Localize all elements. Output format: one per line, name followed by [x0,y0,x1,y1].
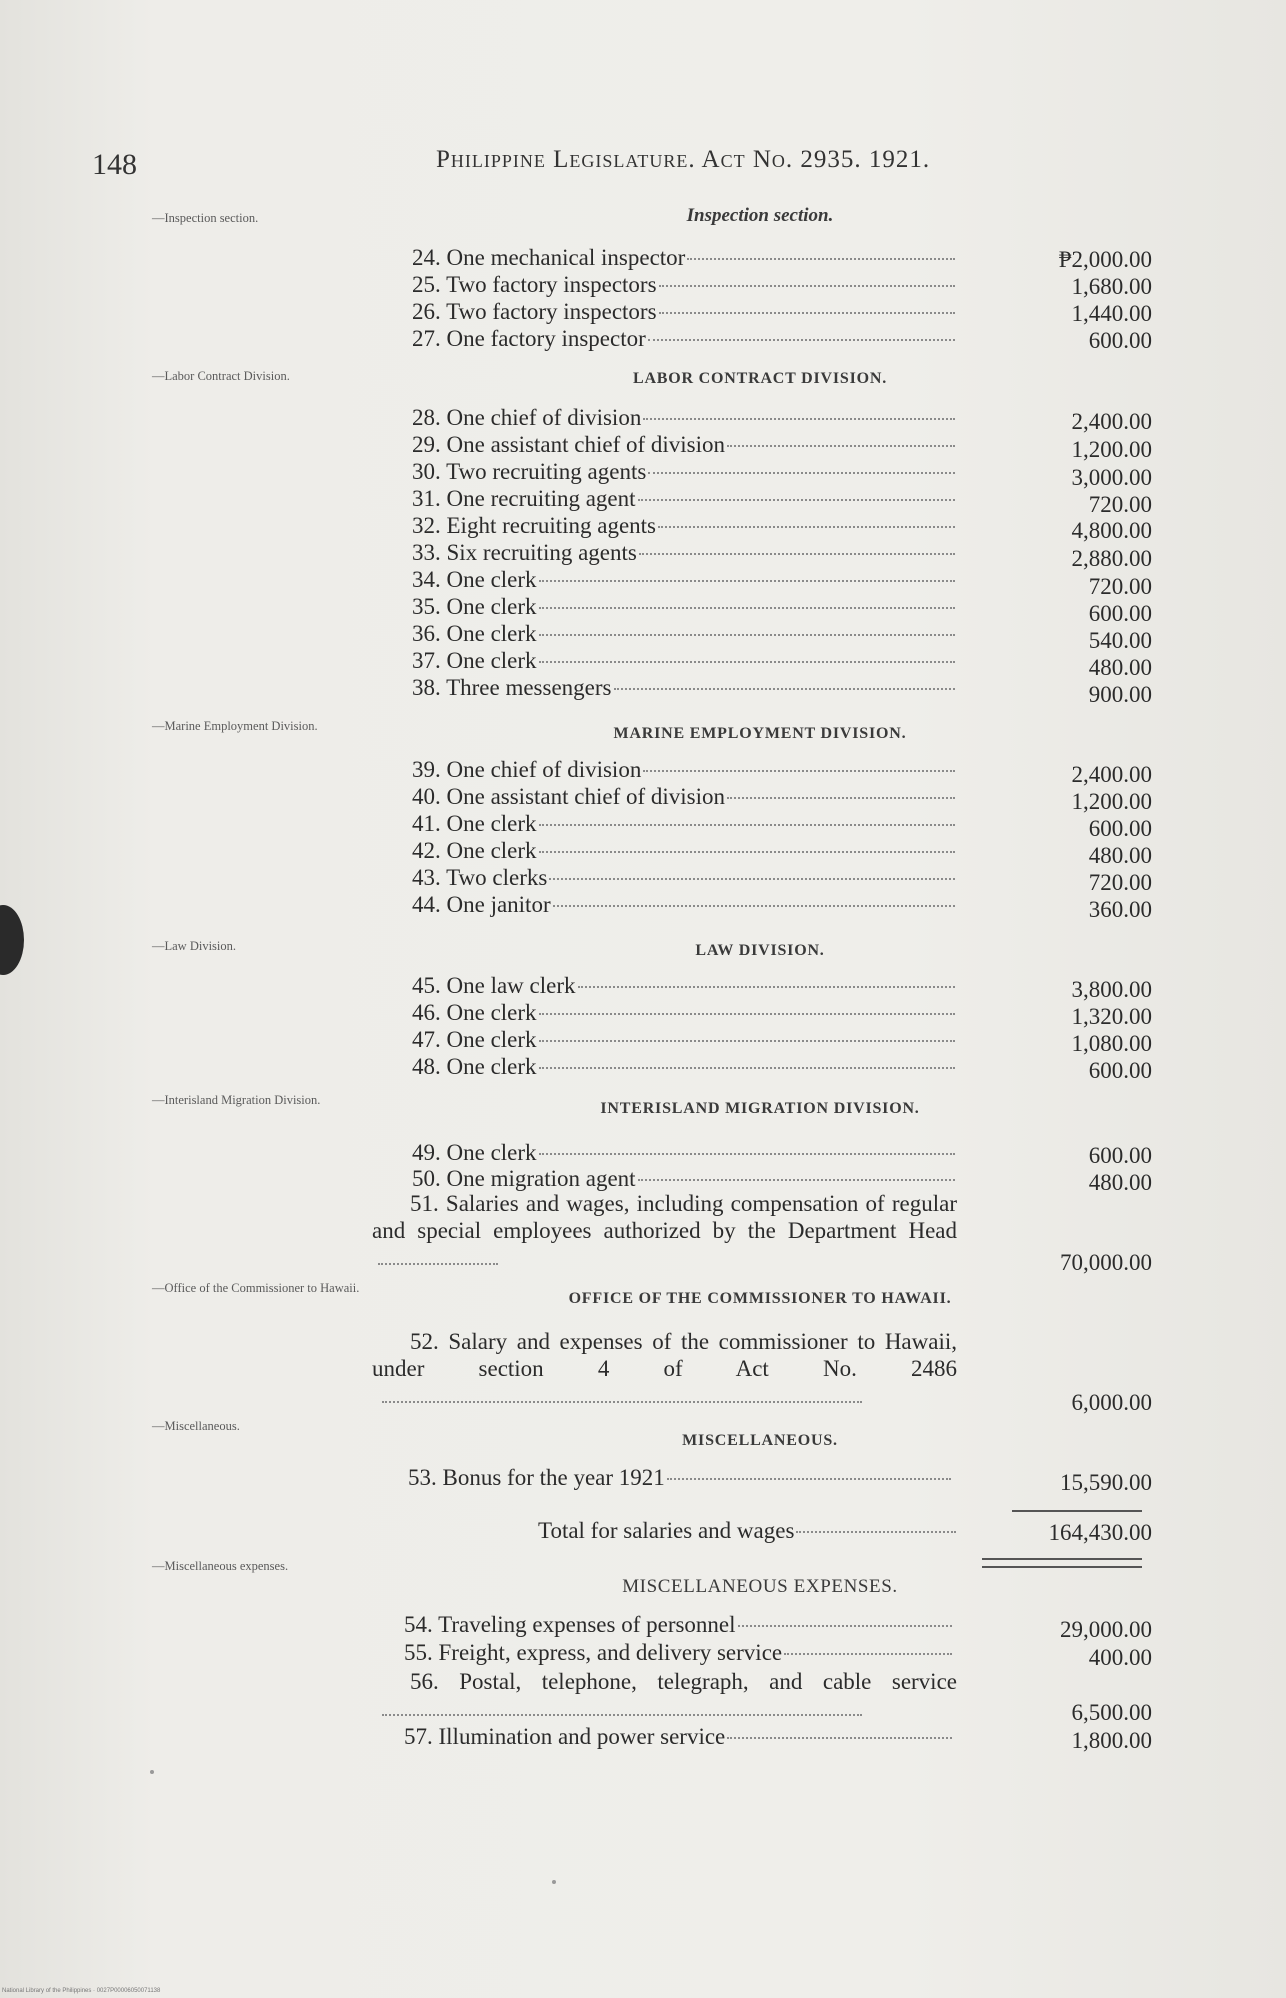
line-item [412,865,957,893]
item-amount: 70,000.00 [1060,1250,1152,1275]
line-item [412,1000,957,1028]
line-item-56 [372,1668,957,1722]
line-item [412,540,957,568]
leader-dots [784,1653,952,1655]
margin-note-misc: —Miscellaneous. [152,1419,240,1433]
section-title-law: LAW DIVISION. [695,942,825,959]
section-title-interisland: INTERISLAND MIGRATION DIVISION. [600,1100,920,1117]
line-item [412,1054,957,1082]
leader-dots [727,797,955,799]
item-amount: 1,800.00 [1071,1728,1152,1753]
line-item [412,1027,957,1055]
line-item [412,326,957,354]
item-label: 41. One clerk [412,811,537,836]
line-item [412,892,957,920]
line-item [412,486,957,514]
item-text: 51. Salaries and wages, including compensation of regular and special employees authorized by the Department Head [372,1191,957,1243]
line-item [404,1612,954,1640]
item-amount: 720.00 [1088,870,1152,895]
leader-dots [578,986,956,988]
item-text: 56. Postal, telephone, telegraph, and cable service [410,1669,957,1694]
item-amount: 1,080.00 [1071,1031,1152,1056]
item-label: 33. Six recruiting agents [412,540,637,565]
leader-dots [638,499,955,501]
item-label: 38. Three messengers [412,675,612,700]
item-amount: 600.00 [1088,328,1152,353]
item-label: 43. Two clerks [412,865,548,890]
margin-note-interisland: —Interisland Migration Division. [152,1093,321,1107]
line-item [412,973,957,1001]
line-item [412,272,957,300]
running-head: Philippine Legislature. Act No. 2935. 1921. [436,146,931,173]
leader-dots [553,905,955,907]
line-item [412,675,957,703]
leader-dots [382,1714,862,1716]
item-amount: 360.00 [1088,897,1152,922]
item-amount: 600.00 [1088,601,1152,626]
line-item [412,811,957,839]
section-title-office-hawaii: OFFICE OF THE COMMISSIONER TO HAWAII. [568,1290,952,1307]
item-amount: 600.00 [1088,1058,1152,1083]
item-label: 25. Two factory inspectors [412,272,657,297]
item-amount: 480.00 [1088,1170,1152,1195]
item-label: 50. One migration agent [412,1166,636,1191]
line-item [412,784,957,812]
leader-dots [539,661,955,663]
line-item [404,1640,954,1668]
item-amount: 29,000.00 [1060,1617,1152,1642]
item-amount: 4,800.00 [1071,518,1152,543]
item-label: 24. One mechanical inspector [412,245,686,270]
leader-dots [687,258,955,260]
line-item [412,567,957,595]
item-label: 34. One clerk [412,567,537,592]
line-item [412,648,957,676]
leader-dots [796,1531,956,1533]
scan-speck [150,1770,154,1774]
leader-dots [539,1067,955,1069]
item-amount: ₱2,000.00 [1058,247,1152,272]
leader-dots [643,418,955,420]
item-label: 53. Bonus for the year 1921 [408,1465,665,1490]
item-label: 36. One clerk [412,621,537,646]
item-amount: 3,000.00 [1071,465,1152,490]
leader-dots [648,472,955,474]
item-amount: 600.00 [1088,1143,1152,1168]
section-title-inspection: Inspection section. [686,205,834,226]
item-label: 27. One factory inspector [412,326,646,351]
item-amount: 720.00 [1088,574,1152,599]
item-label: 46. One clerk [412,1000,537,1025]
item-amount: 1,200.00 [1071,437,1152,462]
item-label: 49. One clerk [412,1140,537,1165]
line-item [404,1724,954,1752]
item-amount: 720.00 [1088,492,1152,517]
line-item [412,459,957,487]
item-amount: 1,440.00 [1071,301,1152,326]
line-item [412,405,957,433]
item-label: 39. One chief of division [412,757,642,782]
item-label: 26. Two factory inspectors [412,299,657,324]
margin-note-inspection: —Inspection section. [152,211,259,225]
total-amount: 164,430.00 [1048,1520,1152,1545]
item-label: 29. One assistant chief of division [412,432,726,457]
item-amount: 1,200.00 [1071,789,1152,814]
item-label: 32. Eight recruiting agents [412,513,656,538]
scan-speck [552,1880,556,1884]
item-amount: 6,000.00 [1071,1390,1152,1415]
item-amount: 2,880.00 [1071,546,1152,571]
leader-dots [539,634,955,636]
item-label: 40. One assistant chief of division [412,784,726,809]
item-label: 55. Freight, express, and delivery service [404,1640,783,1665]
leader-dots [659,312,955,314]
margin-note-marine: —Marine Employment Division. [152,719,318,733]
total-line [538,1518,958,1546]
item-amount: 600.00 [1088,816,1152,841]
total-double-rule [982,1558,1142,1568]
item-amount: 900.00 [1088,682,1152,707]
leader-dots [648,339,955,341]
leader-dots [539,607,955,609]
leader-dots [539,1040,955,1042]
leader-dots [378,1263,498,1265]
leader-dots [539,824,955,826]
item-label: 28. One chief of division [412,405,642,430]
leader-dots [549,878,955,880]
item-label: 45. One law clerk [412,973,576,998]
total-label: Total for salaries and wages [538,1518,795,1543]
margin-note-law: —Law Division. [152,939,237,953]
item-amount: 6,500.00 [1071,1700,1152,1725]
section-title-marine: MARINE EMPLOYMENT DIVISION. [613,725,907,742]
item-amount: 3,800.00 [1071,977,1152,1002]
section-title-misc: MISCELLANEOUS. [682,1432,838,1449]
leader-dots [539,1013,955,1015]
leader-dots [638,1179,955,1181]
leader-dots [727,445,955,447]
item-amount: 480.00 [1088,655,1152,680]
item-amount: 1,320.00 [1071,1004,1152,1029]
leader-dots [639,553,955,555]
leader-dots [382,1401,862,1403]
line-item [412,299,957,327]
item-label: 31. One recruiting agent [412,486,636,511]
total-rule [1012,1510,1142,1512]
item-amount: 540.00 [1088,628,1152,653]
leader-dots [738,1625,952,1627]
item-amount: 480.00 [1088,843,1152,868]
leader-dots [658,526,955,528]
line-item [412,1140,957,1168]
item-amount: 15,590.00 [1060,1470,1152,1495]
item-label: 57. Illumination and power service [404,1724,726,1749]
item-label: 42. One clerk [412,838,537,863]
leader-dots [614,688,956,690]
item-amount: 2,400.00 [1071,409,1152,434]
leader-dots [539,1153,955,1155]
page-number: 148 [92,148,137,181]
section-title-labor-contract: LABOR CONTRACT DIVISION. [632,370,888,387]
margin-note-misc-expenses: —Miscellaneous expenses. [152,1559,289,1573]
leader-dots [727,1737,952,1739]
leader-dots [659,285,955,287]
leader-dots [539,580,955,582]
line-item [408,1465,953,1493]
item-label: 44. One janitor [412,892,551,917]
item-label: 30. Two recruiting agents [412,459,647,484]
scan-footer-id: National Library of the Philippines · 0027P00006050071138 [2,1988,161,1994]
line-item [412,594,957,622]
line-item-52 [372,1328,957,1409]
leader-dots [539,851,955,853]
leader-dots [643,770,955,772]
line-item [412,245,957,273]
item-label: 47. One clerk [412,1027,537,1052]
line-item [412,838,957,866]
line-item-51 [372,1190,957,1271]
leader-dots [667,1478,951,1480]
item-label: 37. One clerk [412,648,537,673]
line-item [412,432,957,460]
margin-note-labor-contract: —Labor Contract Division. [152,369,290,383]
item-amount: 1,680.00 [1071,274,1152,299]
item-text: 52. Salary and expenses of the commissioner to Hawaii, under section 4 of Act No. 2486 [372,1329,957,1381]
line-item [412,757,957,785]
item-label: 35. One clerk [412,594,537,619]
line-item [412,513,957,541]
section-title-misc-expenses: MISCELLANEOUS EXPENSES. [622,1576,898,1597]
item-amount: 2,400.00 [1071,762,1152,787]
item-label: 48. One clerk [412,1054,537,1079]
item-label: 54. Traveling expenses of personnel [404,1612,736,1637]
margin-note-office-hawaii: —Office of the Commissioner to Hawaii. [152,1281,360,1295]
line-item [412,621,957,649]
scan-shadow [0,905,24,975]
item-amount: 400.00 [1088,1645,1152,1670]
